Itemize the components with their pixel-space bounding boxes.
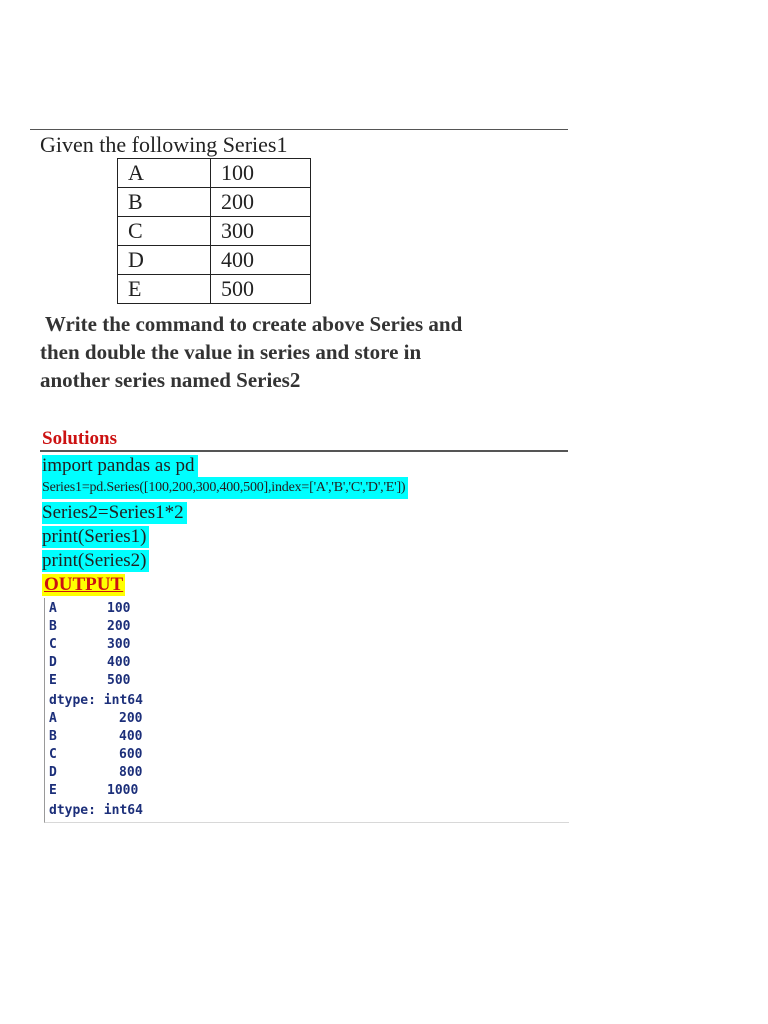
output-value: 600: [119, 747, 143, 762]
solutions-divider: [40, 450, 568, 452]
table-cell-key: D: [118, 246, 211, 275]
code-line: Series1=pd.Series([100,200,300,400,500],index=['A','B','C','D','E']): [42, 477, 408, 499]
top-divider: [30, 129, 568, 130]
output-key: C: [49, 747, 57, 762]
series1-table: [117, 158, 311, 304]
code-line: Series2=Series1*2: [42, 502, 187, 524]
output-key: E: [49, 783, 57, 798]
code-line: import pandas as pd: [42, 455, 198, 477]
table-cell-key: A: [118, 159, 211, 188]
output-label: OUTPUT: [44, 574, 124, 595]
table-cell-key: B: [118, 188, 211, 217]
intro-text: Given the following Series1: [40, 132, 288, 157]
output-key: B: [49, 729, 57, 744]
output-value: 800: [119, 765, 143, 780]
table-cell-key: C: [118, 217, 211, 246]
code-line: print(Series2): [42, 550, 149, 572]
console-output: [44, 598, 569, 823]
output-value: 500: [107, 673, 131, 688]
output-key: D: [49, 765, 57, 780]
question-line: Write the command to create above Series and: [40, 312, 463, 336]
output-key: B: [49, 619, 57, 634]
table-cell-value: 500: [211, 275, 311, 304]
table-cell-value: 400: [211, 246, 311, 275]
output-value: 400: [119, 729, 143, 744]
table-cell-value: 300: [211, 217, 311, 246]
question-text: [40, 310, 462, 394]
output-key: D: [49, 655, 57, 670]
output-key: E: [49, 673, 57, 688]
table-cell-key: E: [118, 275, 211, 304]
table-cell-value: 200: [211, 188, 311, 217]
output-dtype: dtype: int64: [49, 803, 143, 818]
table-row: [118, 217, 311, 246]
table-row: [118, 246, 311, 275]
output-value: 300: [107, 637, 131, 652]
output-value: 100: [107, 601, 131, 616]
question-line: another series named Series2: [40, 368, 301, 392]
output-key: C: [49, 637, 57, 652]
output-value: 200: [119, 711, 143, 726]
output-value: 400: [107, 655, 131, 670]
code-line: print(Series1): [42, 526, 149, 548]
output-key: A: [49, 601, 57, 616]
output-key: A: [49, 711, 57, 726]
output-dtype: dtype: int64: [49, 693, 143, 708]
table-row: [118, 188, 311, 217]
table-cell-value: 100: [211, 159, 311, 188]
output-value: 1000: [107, 783, 139, 798]
table-row: [118, 159, 311, 188]
output-value: 200: [107, 619, 131, 634]
solutions-heading: Solutions: [42, 428, 117, 449]
table-row: [118, 275, 311, 304]
question-line: then double the value in series and store in: [40, 340, 422, 364]
